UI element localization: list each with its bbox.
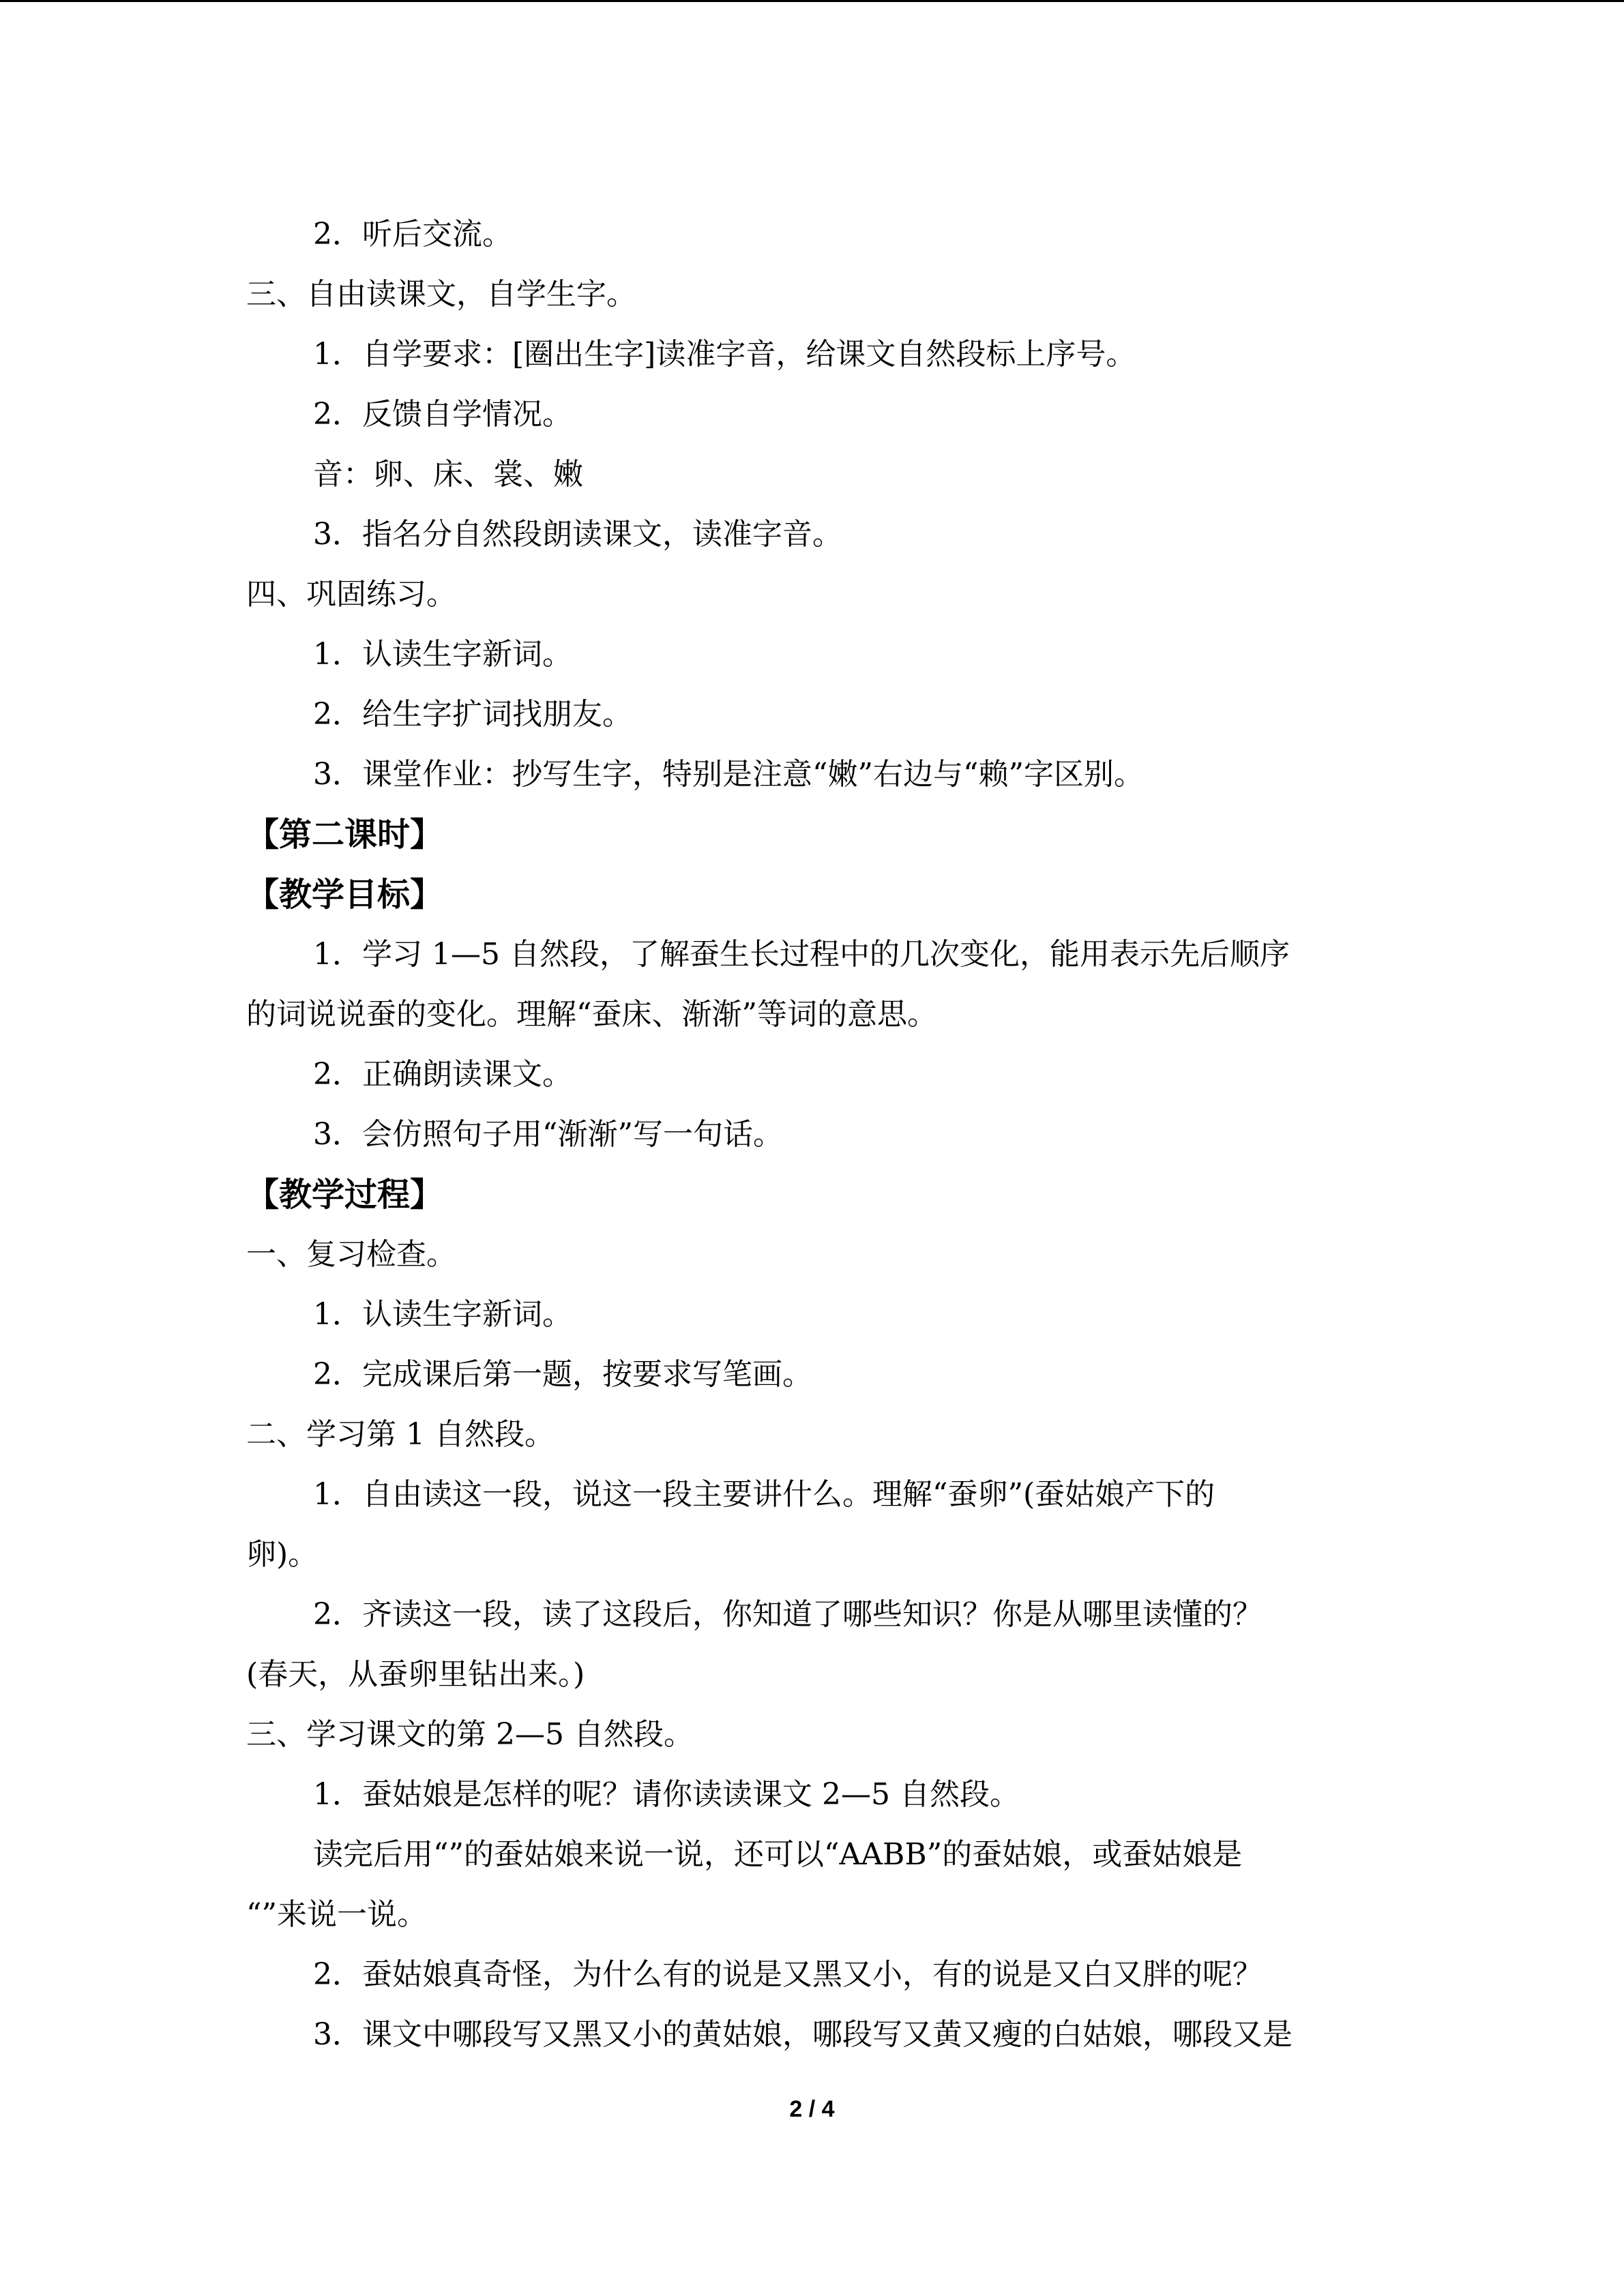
text-line: “”来说一说。 — [246, 1897, 427, 1932]
page-number: 2 / 4 — [789, 2096, 835, 2122]
text-line: 四、巩固练习。 — [246, 577, 456, 612]
text-line: 1．认读生字新词。 — [313, 637, 572, 672]
text-line: 音：卵、床、裳、嫩 — [313, 457, 583, 492]
document-body — [246, 205, 1378, 2065]
text-line: 3．课文中哪段写又黑又小的黄姑娘，哪段写又黄又瘦的白姑娘，哪段又是 — [313, 2017, 1293, 2052]
text-line: 2．蚕姑娘真奇怪，为什么有的说是又黑又小，有的说是又白又胖的呢？ — [313, 1957, 1263, 1992]
text-line: 三、学习课文的第 2—5 自然段。 — [246, 1717, 694, 1752]
section-heading: 【教学目标】 — [246, 876, 443, 914]
text-line: 2．反馈自学情况。 — [313, 397, 572, 432]
text-line: 的词说说蚕的变化。理解“蚕床、渐渐”等词的意思。 — [246, 997, 937, 1032]
text-line: 三、自由读课文，自学生字。 — [246, 277, 636, 312]
text-line: 3．课堂作业：抄写生字，特别是注意“嫩”右边与“赖”字区别。 — [313, 757, 1144, 792]
text-line: 二、学习第 1 自然段。 — [246, 1417, 555, 1452]
section-heading: 【教学过程】 — [246, 1176, 443, 1214]
text-line: 2．完成课后第一题，按要求写笔画。 — [313, 1357, 812, 1392]
text-line: 1．蚕姑娘是怎样的呢？请你读读课文 2—5 自然段。 — [313, 1777, 1020, 1812]
text-line: (春天，从蚕卵里钻出来。) — [246, 1657, 585, 1692]
text-line: 1．自学要求：[圈出生字]读准字音，给课文自然段标上序号。 — [313, 337, 1136, 372]
text-line: 1．自由读这一段，说这一段主要讲什么。理解“蚕卵”(蚕姑娘产下的 — [313, 1477, 1215, 1512]
text-line: 一、复习检查。 — [246, 1237, 456, 1272]
top-border-line — [0, 0, 1624, 2]
text-line: 2．齐读这一段，读了这段后，你知道了哪些知识？你是从哪里读懂的？ — [313, 1597, 1263, 1632]
text-line: 1．学习 1—5 自然段，了解蚕生长过程中的几次变化，能用表示先后顺序 — [313, 937, 1290, 972]
section-heading: 【第二课时】 — [246, 816, 443, 854]
text-line: 2．听后交流。 — [313, 217, 512, 252]
text-line: 读完后用“”的蚕姑娘来说一说，还可以“AABB”的蚕姑娘，或蚕姑娘是 — [313, 1837, 1243, 1872]
text-line: 2．正确朗读课文。 — [313, 1057, 572, 1092]
text-line: 1．认读生字新词。 — [313, 1297, 572, 1332]
text-line: 卵)。 — [246, 1537, 319, 1572]
text-line: 3．会仿照句子用“渐渐”写一句话。 — [313, 1117, 783, 1152]
text-line: 3．指名分自然段朗读课文，读准字音。 — [313, 517, 842, 552]
text-line: 2．给生字扩词找朋友。 — [313, 697, 632, 732]
